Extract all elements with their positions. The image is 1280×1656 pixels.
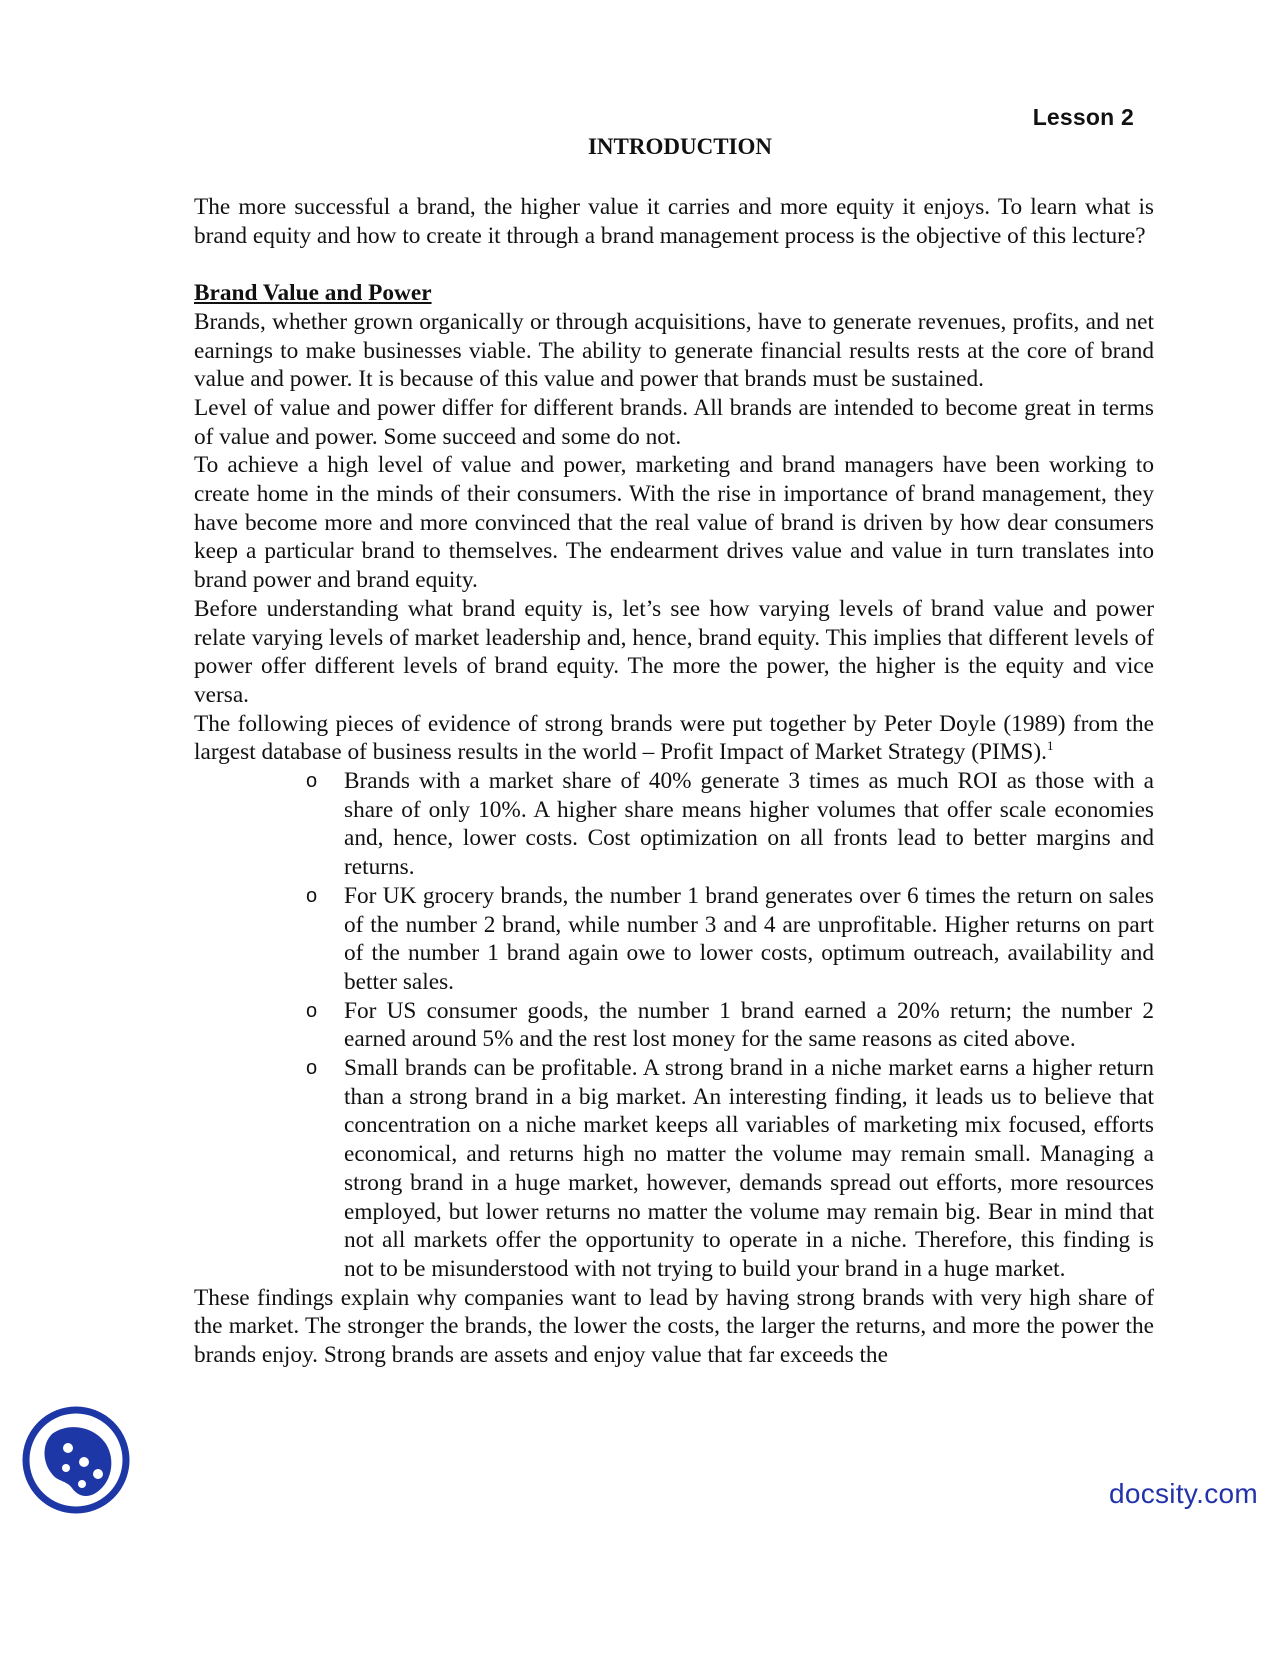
section-heading: Brand Value and Power: [194, 280, 432, 307]
evidence-paragraph: [194, 710, 1154, 767]
paragraph-1: Brands, whether grown organically or through acquisitions, have to generate revenues, profits, and net earnings to make businesses viable. The ability to generate financial results rests at the core of brand value and power. It is because of this value and power that brands must be sustained.: [194, 308, 1154, 393]
docsity-logo-icon[interactable]: [20, 1404, 132, 1516]
list-item: [306, 767, 1154, 882]
bullet-marker: o: [306, 1057, 318, 1080]
list-item-text: Brands with a market share of 40% generate 3 times as much ROI as those with a share of only 10%. A higher share means higher volumes that offer scale economies and, hence, lower costs. Cost optimization on all fronts lead to better margins and returns.: [344, 768, 1154, 881]
list-item: [306, 997, 1154, 1054]
evidence-intro-text: The following pieces of evidence of strong brands were put together by Peter Doyle (1989) from the largest database of business results in the world – Profit Impact of Market Strategy (PIMS).: [194, 710, 1154, 766]
lesson-label: Lesson 2: [1032, 104, 1134, 130]
paragraph-3: To achieve a high level of value and power, marketing and brand managers have been working to create home in the minds of their consumers. With the rise in importance of brand management, they have become more and more convinced that the real value of brand is driven by how dear consumers keep a particular brand to themselves. The endearment drives value and value in turn translates into brand power and brand equity.: [194, 452, 1154, 594]
bullet-marker: o: [306, 999, 318, 1022]
evidence-list: [194, 767, 1154, 1284]
list-item-text: For US consumer goods, the number 1 brand earned a 20% return; the number 2 earned around 5% and the rest lost money for the same reasons as cited above.: [344, 997, 1154, 1053]
footnote-mark: 1: [1046, 738, 1054, 754]
list-item: [306, 1054, 1154, 1284]
closing-paragraph: These findings explain why companies want to lead by having strong brands with very high share of the market. The stronger the brands, the lower the costs, the larger the returns, and more the power the brands enjoy. Strong brands are assets and enjoy value that far exceeds the: [194, 1284, 1154, 1369]
list-item: [306, 882, 1154, 997]
document-body: [194, 193, 1154, 1370]
page-title: INTRODUCTION: [587, 134, 773, 159]
bullet-marker: o: [306, 770, 318, 793]
list-item-text: Small brands can be profitable. A strong brand in a niche market earns a higher return than a strong brand in a big market. An interesting finding, it leads us to believe that concentration on a niche market keeps all variables of marketing mix focused, efforts economical, and returns high no matter the volume may remain small. Managing a strong brand in a huge market, however, demands spread out efforts, more resources employed, but lower returns no matter the volume may remain big. Bear in mind that not all markets offer the opportunity to operate in a niche. Therefore, this finding is not to be misunderstood with not trying to build your brand in a huge market.: [344, 1055, 1154, 1282]
docsity-watermark-text[interactable]: docsity.com: [1108, 1478, 1258, 1509]
paragraph-2: Level of value and power differ for different brands. All brands are intended to become great in terms of value and power. Some succeed and some do not.: [194, 394, 1154, 450]
bullet-marker: o: [306, 884, 318, 907]
list-item-text: For UK grocery brands, the number 1 brand generates over 6 times the return on sales of the number 2 brand, while number 3 and 4 are unprofitable. Higher returns on part of the number 1 brand again owe to lower costs, optimum outreach, availability and better sales.: [344, 882, 1154, 995]
intro-paragraph: The more successful a brand, the higher value it carries and more equity it enjoys. To learn what is brand equity and how to create it through a brand management process is the objective of this lecture?: [194, 194, 1154, 249]
paragraph-4: Before understanding what brand equity is, let’s see how varying levels of brand value and power relate varying levels of market leadership and, hence, brand equity. This implies that different levels of power offer different levels of brand equity. The more the power, the higher is the equity and vice versa.: [194, 595, 1154, 708]
